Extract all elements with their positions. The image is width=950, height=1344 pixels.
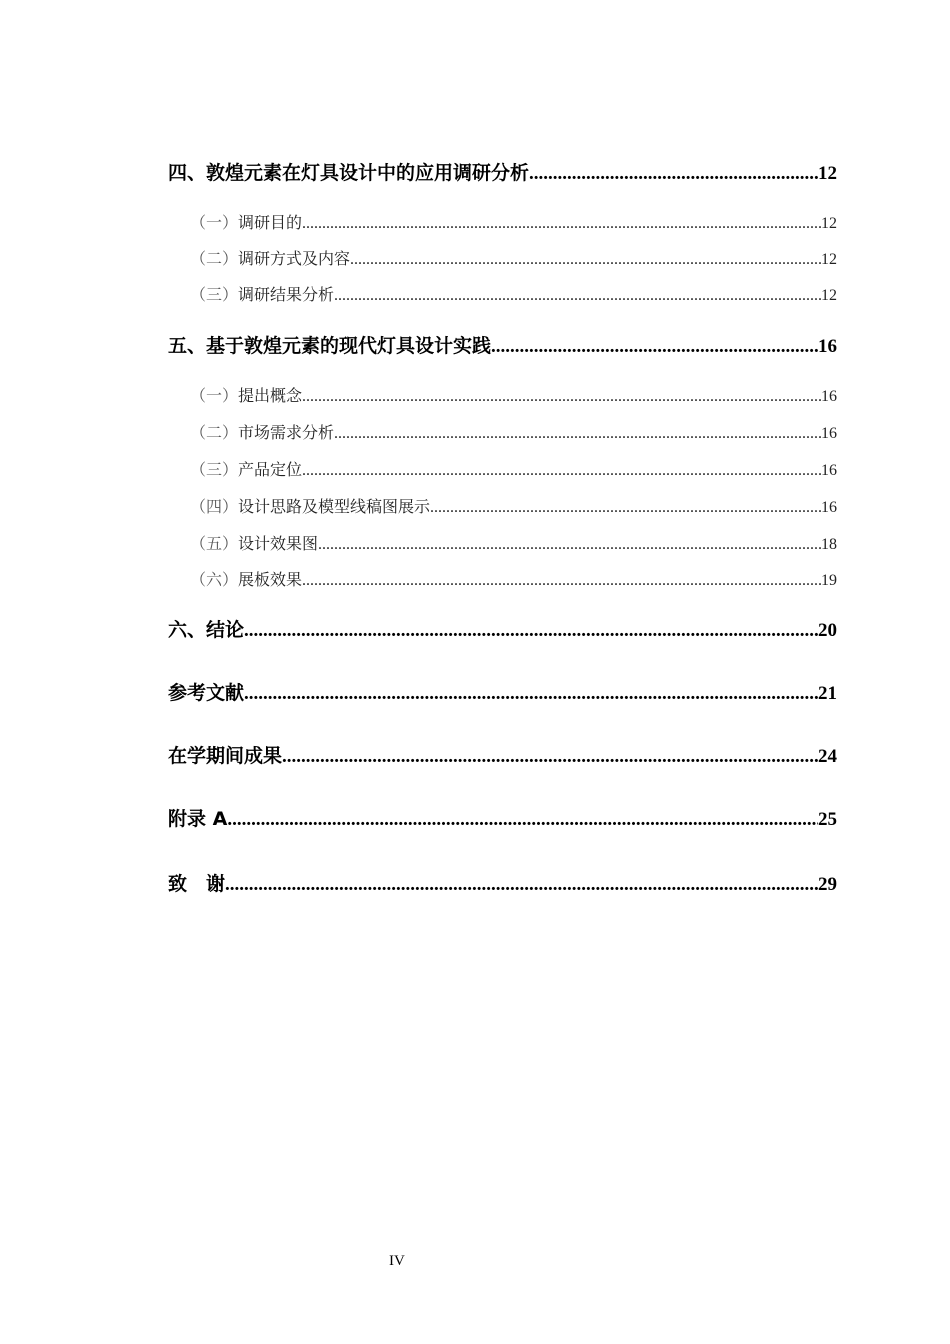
toc-page-number: 19 [821, 572, 837, 589]
toc-item-title: 设计效果图 [238, 534, 319, 553]
toc-section-number: 五、 [168, 335, 207, 357]
toc-page-number: 12 [821, 215, 837, 232]
toc-entry-conclusion[interactable] [168, 615, 837, 642]
toc-item-number: （三） [190, 285, 239, 304]
toc-page-number: 21 [818, 683, 837, 704]
toc-entry-5-3[interactable] [190, 457, 837, 480]
toc-entry-acknowledgements[interactable] [168, 869, 837, 896]
toc-item-title: 展板效果 [238, 570, 303, 589]
toc-leader-dots [302, 462, 821, 480]
toc-item-number: （一） [190, 386, 239, 405]
toc-leader-dots [244, 683, 818, 705]
page-footer-number: IV [389, 1253, 405, 1269]
toc-item-title: 调研方式及内容 [238, 249, 351, 268]
toc-item-number: （一） [190, 213, 239, 232]
toc-page-number: 16 [821, 462, 837, 479]
toc-page-number: 16 [821, 388, 837, 405]
toc-entry-5-4[interactable] [190, 494, 837, 517]
toc-item-number: （二） [190, 249, 239, 268]
toc-entry-4-1[interactable] [190, 210, 837, 233]
toc-entry-4-3[interactable] [190, 282, 837, 305]
toc-page-number: 16 [821, 425, 837, 442]
toc-leader-dots [350, 251, 821, 269]
toc-leader-dots [334, 287, 821, 305]
toc-page-number: 12 [818, 163, 837, 184]
toc-page-number: 12 [821, 287, 837, 304]
toc-leader-dots [227, 809, 818, 831]
toc-page-number: 12 [821, 251, 837, 268]
toc-section-title: 参考文献 [168, 682, 245, 704]
toc-entry-5-2[interactable] [190, 420, 837, 443]
toc-item-number: （六） [190, 570, 239, 589]
toc-page-number: 29 [818, 874, 837, 895]
toc-section-title: 附录 A [168, 808, 228, 830]
toc-item-number: （二） [190, 423, 239, 442]
toc-leader-dots [529, 163, 818, 185]
toc-item-title: 提出概念 [238, 386, 303, 405]
toc-item-number: （四） [190, 497, 239, 516]
toc-entry-5-5[interactable] [190, 531, 837, 554]
toc-entry-section-5[interactable] [168, 331, 837, 358]
toc-entry-appendix[interactable] [168, 804, 837, 831]
toc-leader-dots [244, 620, 818, 642]
toc-section-number: 四、 [168, 162, 207, 184]
toc-item-title: 产品定位 [238, 460, 303, 479]
toc-entry-4-2[interactable] [190, 246, 837, 269]
toc-section-title: 在学期间成果 [168, 745, 283, 767]
toc-leader-dots [491, 336, 818, 358]
toc-leader-dots [302, 572, 821, 590]
toc-page-number: 20 [818, 620, 837, 641]
toc-leader-dots [430, 499, 821, 517]
toc-item-number: （三） [190, 460, 239, 479]
toc-item-number: （五） [190, 534, 239, 553]
toc-leader-dots [302, 388, 821, 406]
toc-leader-dots [302, 215, 821, 233]
toc-entry-5-1[interactable] [190, 383, 837, 406]
toc-page-number: 16 [821, 499, 837, 516]
toc-section-title: 敦煌元素在灯具设计中的应用调研分析 [206, 162, 530, 184]
toc-item-title: 调研目的 [238, 213, 303, 232]
toc-page-number: 18 [821, 536, 837, 553]
toc-leader-dots [282, 746, 818, 768]
toc-item-title: 设计思路及模型线稿图展示 [238, 497, 431, 516]
toc-entry-achievements[interactable] [168, 741, 837, 768]
toc-item-title: 市场需求分析 [238, 423, 335, 442]
toc-leader-dots [225, 874, 818, 896]
toc-entry-references[interactable] [168, 678, 837, 705]
toc-entry-section-4[interactable] [168, 158, 837, 185]
toc-section-title: 基于敦煌元素的现代灯具设计实践 [206, 335, 492, 357]
toc-item-title: 调研结果分析 [238, 285, 335, 304]
toc-page-number: 25 [818, 809, 837, 830]
toc-section-title: 致 谢 [168, 873, 226, 895]
toc-leader-dots [334, 425, 821, 443]
toc-page-number: 16 [818, 336, 837, 357]
toc-section-title: 六、结论 [168, 619, 245, 641]
toc-page-number: 24 [818, 746, 837, 767]
toc-entry-5-6[interactable] [190, 567, 837, 590]
toc-leader-dots [318, 536, 821, 554]
